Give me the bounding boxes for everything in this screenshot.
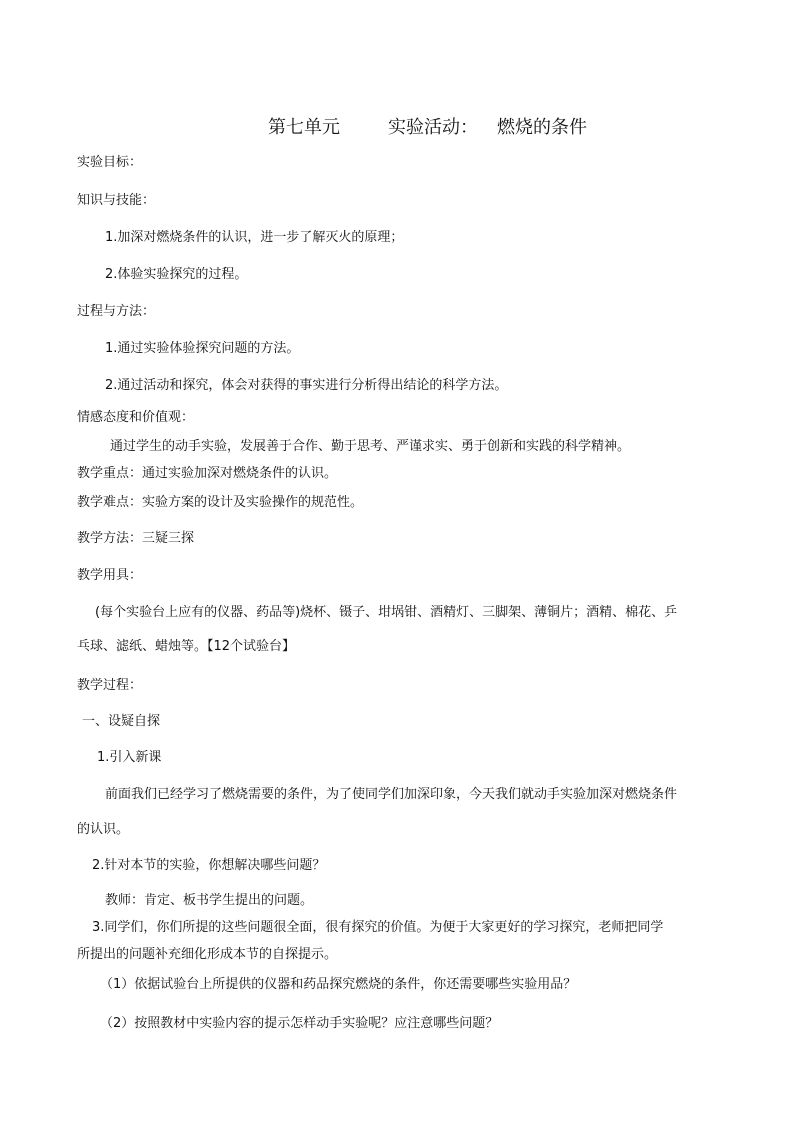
paragraph-line: 乓球、滤纸、蜡烛等。【12个试验台】 [77, 639, 296, 654]
paragraph-line: 2.通过活动和探究，体会对获得的事实进行分析得出结论的科学方法。 [105, 378, 508, 393]
paragraph-line: 3.同学们，你们所提的这些问题很全面，很有探究的价值。为便于大家更好的学习探究，老师把同学 [92, 920, 664, 935]
paragraph-line: （2）按照教材中实验内容的提示怎样动手实验呢？应注意哪些问题？ [100, 1016, 499, 1031]
subheading-teaching-process: 教学过程： [77, 678, 143, 693]
paragraph-line: 1.引入新课 [97, 750, 162, 765]
subheading-teaching-tools: 教学用具： [77, 568, 143, 583]
paragraph-line: 的认识。 [77, 822, 130, 837]
title-unit: 第七单元 [268, 117, 340, 138]
section-heading-objectives: 实验目标： [77, 155, 143, 170]
paragraph-line: 1.通过实验体验探究问题的方法。 [105, 341, 300, 356]
subheading-knowledge-skills: 知识与技能： [77, 193, 156, 208]
paragraph-line: 通过学生的动手实验，发展善于合作、勤于思考、严谨求实、勇于创新和实践的科学精神。 [110, 439, 631, 454]
subheading-process-method: 过程与方法： [77, 304, 156, 319]
title-topic: 燃烧的条件 [497, 117, 587, 138]
paragraph-line: 前面我们已经学习了燃烧需要的条件，为了使同学们加深印象，今天我们就动手实验加深对燃烧条件 [105, 787, 678, 802]
paragraph-line: 2.体验实验探究的过程。 [105, 267, 248, 282]
paragraph-line: 1.加深对燃烧条件的认识，进一步了解灭火的原理； [105, 230, 404, 245]
section-heading-inquiry: 一、设疑自探 [82, 714, 161, 729]
subheading-attitude-values: 情感态度和价值观： [77, 410, 195, 425]
paragraph-line: 2.针对本节的实验，你想解决哪些问题？ [92, 858, 326, 873]
teaching-key-point: 教学重点：通过实验加深对燃烧条件的认识。 [77, 466, 338, 481]
teaching-difficulty: 教学难点：实验方案的设计及实验操作的规范性。 [77, 495, 364, 510]
paragraph-line: (每个实验台上应有的仪器、药品等)烧杯、镊子、坩埚钳、酒精灯、三脚架、薄铜片；酒精、棉花、乒 [95, 605, 678, 620]
paragraph-line: 所提出的问题补充细化形成本节的自探提示。 [77, 947, 338, 962]
title-activity: 实验活动： [388, 117, 478, 138]
paragraph-line: （1）依据试验台上所提供的仪器和药品探究燃烧的条件，你还需要哪些实验用品？ [100, 977, 577, 992]
paragraph-line: 教师：肯定、板书学生提出的问题。 [105, 893, 314, 908]
teaching-method: 教学方法：三疑三探 [77, 531, 195, 546]
